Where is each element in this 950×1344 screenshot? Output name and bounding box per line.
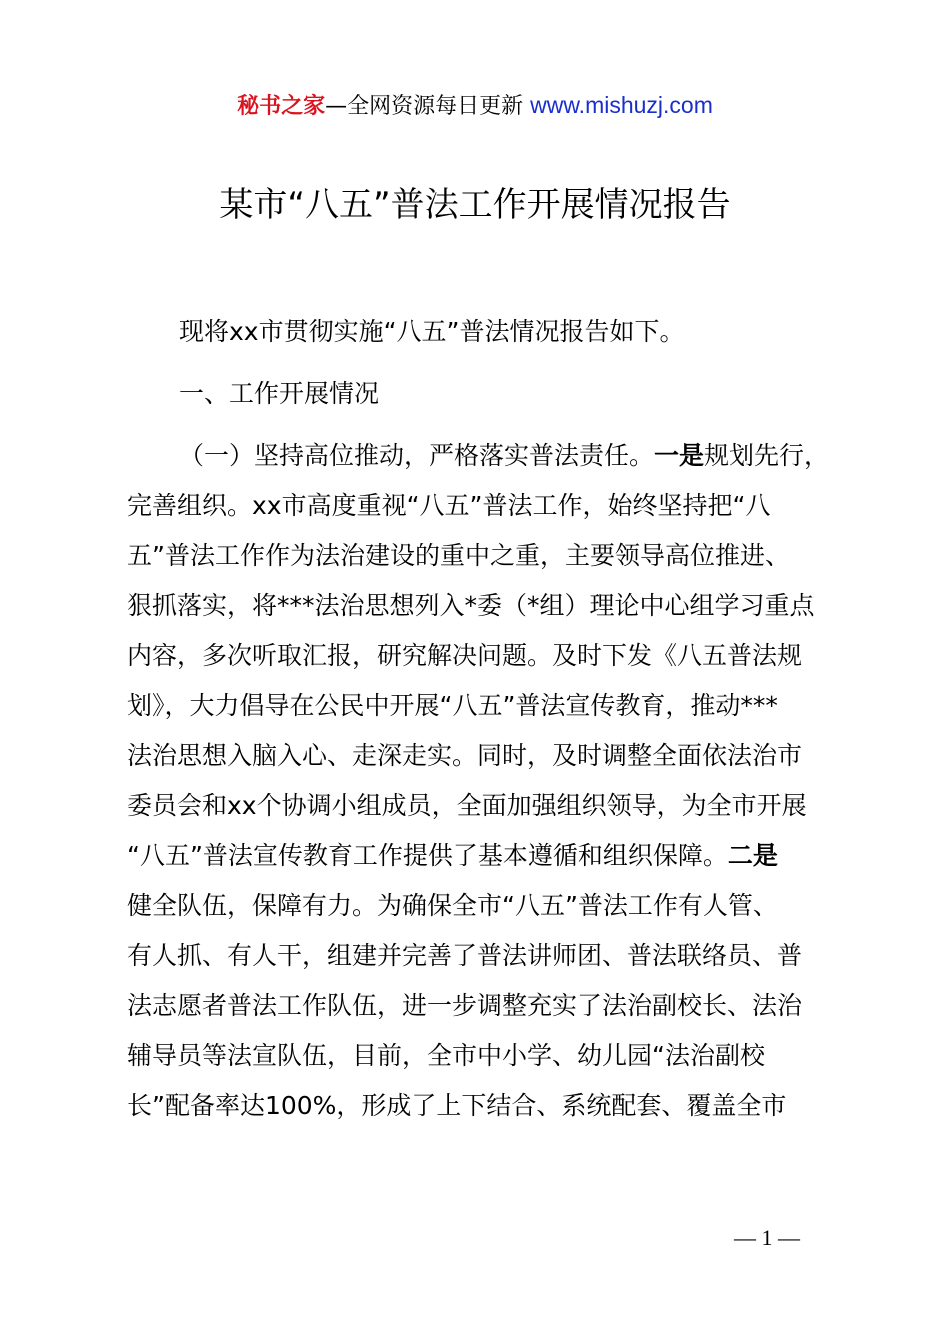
paragraph-line: 完善组织。xx市高度重视“八五”普法工作，始终坚持把“八 <box>127 491 771 520</box>
paragraph-line: 内容，多次听取汇报，研究解决问题。及时下发《八五普法规 <box>127 641 803 670</box>
document-title: 某市“八五”普法工作开展情况报告 <box>219 185 731 225</box>
paragraph-line: 法治思想入脑入心、走深走实。同时，及时调整全面依法治市 <box>127 741 803 770</box>
paragraph-line: 狠抓落实，将***法治思想列入*委（*组）理论中心组学习重点 <box>127 591 815 620</box>
paragraph-line: 长”配备率达100%，形成了上下结合、系统配套、覆盖全市 <box>127 1091 787 1120</box>
paragraph-line: 五”普法工作作为法治建设的重中之重，主要领导高位推进、 <box>127 541 790 570</box>
body-paragraph <box>127 431 837 1131</box>
site-brand: 秘书之家 <box>237 94 326 119</box>
paragraph-line: 健全队伍，保障有力。为确保全市“八五”普法工作有人管、 <box>127 891 778 920</box>
section-heading: 一、工作开展情况 <box>179 379 380 408</box>
emphasis-one: 一是 <box>654 441 705 470</box>
paragraph-line: “八五”普法宣传教育工作提供了基本遵循和组织保障。二是 <box>127 841 778 870</box>
paragraph-line: 辅导员等法宣队伍，目前，全市中小学、幼儿园“法治副校 <box>127 1041 765 1070</box>
page-number: — 1 — <box>734 1225 800 1250</box>
paragraph-line: 划》，大力倡导在公民中开展“八五”普法宣传教育，推动*** <box>127 691 778 720</box>
site-url[interactable]: www.mishuzj.com <box>530 92 713 118</box>
emphasis-two: 二是 <box>727 841 778 870</box>
paragraph-line: 有人抓、有人干，组建并完善了普法讲师团、普法联络员、普 <box>127 941 803 970</box>
paragraph-line: 委员会和xx个协调小组成员，全面加强组织领导，为全市开展 <box>127 791 807 820</box>
paragraph-line: （一）坚持高位推动，严格落实普法责任。一是规划先行， <box>179 441 830 470</box>
paragraph-line: 法志愿者普法工作队伍，进一步调整充实了法治副校长、法治 <box>127 991 803 1020</box>
intro-paragraph: 现将xx市贯彻实施“八五”普法情况报告如下。 <box>179 317 685 346</box>
site-tagline: —全网资源每日更新 <box>325 94 531 119</box>
site-header <box>0 88 950 124</box>
